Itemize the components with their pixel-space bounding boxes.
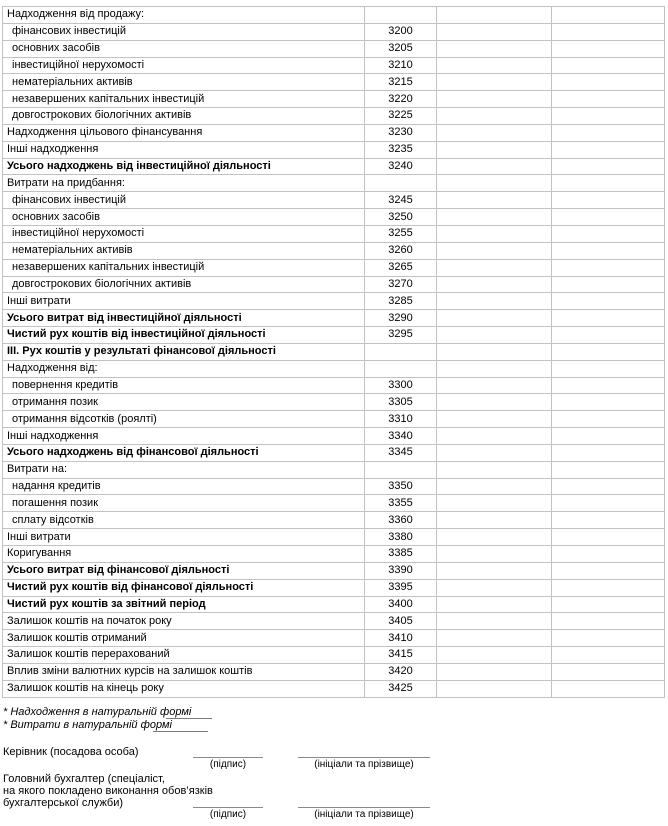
amount-cell-2 xyxy=(552,276,665,293)
amount-cell-2 xyxy=(552,293,665,310)
amount-cell-1 xyxy=(437,411,552,428)
table-row xyxy=(3,546,665,563)
row-code: 3255 xyxy=(365,225,437,242)
leader-label: Керівник (посадова особа) xyxy=(3,746,139,758)
row-code: 3265 xyxy=(365,259,437,276)
row-code: 3385 xyxy=(365,546,437,563)
row-label: сплату відсотків xyxy=(3,512,365,529)
amount-cell-1 xyxy=(437,225,552,242)
amount-cell-1 xyxy=(437,124,552,141)
row-label: Залишок коштів на кінець року xyxy=(3,680,365,697)
row-label: Чистий рух коштів від фінансової діяльності xyxy=(3,579,365,596)
row-code: 3340 xyxy=(365,428,437,445)
row-code: 3410 xyxy=(365,630,437,647)
amount-cell-1 xyxy=(437,444,552,461)
row-code: 3355 xyxy=(365,495,437,512)
amount-cell-1 xyxy=(437,562,552,579)
row-label: Залишок коштів отриманий xyxy=(3,630,365,647)
accountant-label-line-2: на якого покладено виконання обов’язків xyxy=(3,784,213,797)
amount-cell-2 xyxy=(552,175,665,192)
row-code: 3205 xyxy=(365,40,437,57)
amount-cell-2 xyxy=(552,124,665,141)
amount-cell-2 xyxy=(552,512,665,529)
amount-cell-1 xyxy=(437,680,552,697)
row-label: Надходження від продажу: xyxy=(3,7,365,24)
row-code: 3345 xyxy=(365,444,437,461)
amount-cell-1 xyxy=(437,276,552,293)
row-label: довгострокових біологічних активів xyxy=(3,276,365,293)
row-label: Усього витрат від інвестиційної діяльності xyxy=(3,310,365,327)
amount-cell-2 xyxy=(552,428,665,445)
row-label: Чистий рух коштів від інвестиційної діяльності xyxy=(3,327,365,344)
table-row xyxy=(3,192,665,209)
amount-cell-2 xyxy=(552,461,665,478)
table-row xyxy=(3,57,665,74)
cashflow-table xyxy=(2,6,665,698)
amount-cell-1 xyxy=(437,428,552,445)
amount-cell-2 xyxy=(552,630,665,647)
amount-cell-2 xyxy=(552,57,665,74)
row-code: 3240 xyxy=(365,158,437,175)
row-label: Інші надходження xyxy=(3,428,365,445)
amount-cell-2 xyxy=(552,108,665,125)
amount-cell-1 xyxy=(437,579,552,596)
row-code: 3245 xyxy=(365,192,437,209)
row-code: 3415 xyxy=(365,647,437,664)
row-label: Залишок коштів перерахований xyxy=(3,647,365,664)
amount-cell-1 xyxy=(437,40,552,57)
amount-cell-1 xyxy=(437,158,552,175)
table-row xyxy=(3,562,665,579)
amount-cell-2 xyxy=(552,91,665,108)
accountant-label-line-1: Головний бухгалтер (спеціаліст, xyxy=(3,773,165,785)
name-caption: (ініціали та прізвище) xyxy=(314,809,414,820)
row-label: отримання відсотків (роялті) xyxy=(3,411,365,428)
table-row xyxy=(3,23,665,40)
row-label: Коригування xyxy=(3,546,365,563)
amount-cell-2 xyxy=(552,141,665,158)
amount-cell-1 xyxy=(437,529,552,546)
accountant-label xyxy=(3,774,213,809)
row-label: Надходження від: xyxy=(3,360,365,377)
row-code: 3210 xyxy=(365,57,437,74)
amount-cell-2 xyxy=(552,360,665,377)
table-row xyxy=(3,175,665,192)
table-row xyxy=(3,529,665,546)
row-label: Витрати на придбання: xyxy=(3,175,365,192)
amount-cell-2 xyxy=(552,158,665,175)
amount-cell-2 xyxy=(552,209,665,226)
row-label: Усього надходжень від фінансової діяльності xyxy=(3,444,365,461)
amount-cell-1 xyxy=(437,343,552,360)
row-label: отримання позик xyxy=(3,394,365,411)
row-code: 3225 xyxy=(365,108,437,125)
footnote-expenses-in-kind: * Витрати в натуральній формі xyxy=(3,719,172,731)
signature-caption: (підпис) xyxy=(209,759,247,770)
row-label: незавершених капітальних інвестицій xyxy=(3,91,365,108)
footnote-blank-line-1 xyxy=(166,717,212,719)
amount-cell-2 xyxy=(552,394,665,411)
amount-cell-1 xyxy=(437,192,552,209)
amount-cell-1 xyxy=(437,546,552,563)
amount-cell-2 xyxy=(552,613,665,630)
table-row xyxy=(3,647,665,664)
row-code: 3300 xyxy=(365,377,437,394)
amount-cell-2 xyxy=(552,310,665,327)
table-row xyxy=(3,209,665,226)
amount-cell-2 xyxy=(552,647,665,664)
amount-cell-2 xyxy=(552,680,665,697)
row-label: незавершених капітальних інвестицій xyxy=(3,259,365,276)
row-code: 3215 xyxy=(365,74,437,91)
amount-cell-1 xyxy=(437,293,552,310)
table-row xyxy=(3,108,665,125)
amount-cell-2 xyxy=(552,495,665,512)
row-label: Надходження цільового фінансування xyxy=(3,124,365,141)
amount-cell-2 xyxy=(552,596,665,613)
row-label: нематеріальних активів xyxy=(3,74,365,91)
amount-cell-1 xyxy=(437,7,552,24)
row-label: Чистий рух коштів за звітний період xyxy=(3,596,365,613)
table-row xyxy=(3,495,665,512)
amount-cell-2 xyxy=(552,377,665,394)
row-code: 3380 xyxy=(365,529,437,546)
table-body xyxy=(3,7,665,698)
table-row xyxy=(3,360,665,377)
amount-cell-1 xyxy=(437,91,552,108)
amount-cell-2 xyxy=(552,23,665,40)
row-code: 3360 xyxy=(365,512,437,529)
row-code: 3200 xyxy=(365,23,437,40)
amount-cell-1 xyxy=(437,108,552,125)
amount-cell-1 xyxy=(437,663,552,680)
table-row xyxy=(3,40,665,57)
amount-cell-1 xyxy=(437,512,552,529)
signature-caption: (підпис) xyxy=(209,809,247,820)
footnote-blank-line-2 xyxy=(153,730,208,732)
amount-cell-1 xyxy=(437,360,552,377)
accountant-label-line-3: бухгалтерської служби) xyxy=(3,796,124,809)
amount-cell-1 xyxy=(437,259,552,276)
row-code xyxy=(365,360,437,377)
amount-cell-1 xyxy=(437,647,552,664)
table-row xyxy=(3,91,665,108)
row-code: 3270 xyxy=(365,276,437,293)
amount-cell-2 xyxy=(552,411,665,428)
row-code xyxy=(365,461,437,478)
table-row xyxy=(3,428,665,445)
amount-cell-1 xyxy=(437,613,552,630)
row-label: фінансових інвестицій xyxy=(3,23,365,40)
row-label: довгострокових біологічних активів xyxy=(3,108,365,125)
amount-cell-2 xyxy=(552,478,665,495)
row-label: інвестиційної нерухомості xyxy=(3,57,365,74)
row-label: Усього надходжень від інвестиційної діяльності xyxy=(3,158,365,175)
amount-cell-1 xyxy=(437,74,552,91)
row-label: Залишок коштів на початок року xyxy=(3,613,365,630)
amount-cell-2 xyxy=(552,225,665,242)
amount-cell-2 xyxy=(552,343,665,360)
row-code: 3405 xyxy=(365,613,437,630)
amount-cell-1 xyxy=(437,242,552,259)
row-code: 3295 xyxy=(365,327,437,344)
row-code: 3290 xyxy=(365,310,437,327)
row-label: повернення кредитів xyxy=(3,377,365,394)
table-row xyxy=(3,512,665,529)
row-label: III. Рух коштів у результаті фінансової діяльності xyxy=(3,343,365,360)
table-row xyxy=(3,276,665,293)
row-code: 3305 xyxy=(365,394,437,411)
row-code xyxy=(365,7,437,24)
row-code: 3400 xyxy=(365,596,437,613)
table-row xyxy=(3,310,665,327)
table-row xyxy=(3,596,665,613)
table-row xyxy=(3,377,665,394)
row-code: 3235 xyxy=(365,141,437,158)
amount-cell-1 xyxy=(437,141,552,158)
amount-cell-1 xyxy=(437,23,552,40)
row-label: основних засобів xyxy=(3,40,365,57)
row-code: 3260 xyxy=(365,242,437,259)
name-caption: (ініціали та прізвище) xyxy=(314,759,414,770)
table-row xyxy=(3,461,665,478)
amount-cell-2 xyxy=(552,546,665,563)
row-label: фінансових інвестицій xyxy=(3,192,365,209)
amount-cell-1 xyxy=(437,310,552,327)
table-row xyxy=(3,444,665,461)
amount-cell-2 xyxy=(552,327,665,344)
table-row xyxy=(3,225,665,242)
row-code: 3230 xyxy=(365,124,437,141)
row-label: Вплив зміни валютних курсів на залишок коштів xyxy=(3,663,365,680)
amount-cell-2 xyxy=(552,40,665,57)
table-row xyxy=(3,680,665,697)
amount-cell-1 xyxy=(437,209,552,226)
table-row xyxy=(3,630,665,647)
row-label: Інші надходження xyxy=(3,141,365,158)
row-code: 3250 xyxy=(365,209,437,226)
row-code: 3420 xyxy=(365,663,437,680)
table-row xyxy=(3,293,665,310)
table-row xyxy=(3,158,665,175)
amount-cell-2 xyxy=(552,74,665,91)
row-code: 3310 xyxy=(365,411,437,428)
footnote-receipts-in-kind: * Надходження в натуральній формі xyxy=(3,706,192,718)
row-code: 3390 xyxy=(365,562,437,579)
amount-cell-2 xyxy=(552,444,665,461)
amount-cell-2 xyxy=(552,259,665,276)
amount-cell-1 xyxy=(437,630,552,647)
table-row xyxy=(3,478,665,495)
amount-cell-1 xyxy=(437,175,552,192)
row-code xyxy=(365,343,437,360)
row-code: 3395 xyxy=(365,579,437,596)
row-code: 3220 xyxy=(365,91,437,108)
amount-cell-1 xyxy=(437,478,552,495)
row-label: Витрати на: xyxy=(3,461,365,478)
table-row xyxy=(3,343,665,360)
row-code xyxy=(365,175,437,192)
row-label: Інші витрати xyxy=(3,529,365,546)
table-row xyxy=(3,141,665,158)
table-row xyxy=(3,259,665,276)
amount-cell-1 xyxy=(437,394,552,411)
amount-cell-2 xyxy=(552,242,665,259)
row-label: Інші витрати xyxy=(3,293,365,310)
table-row xyxy=(3,242,665,259)
row-label: надання кредитів xyxy=(3,478,365,495)
amount-cell-1 xyxy=(437,377,552,394)
amount-cell-2 xyxy=(552,562,665,579)
amount-cell-1 xyxy=(437,461,552,478)
row-code: 3425 xyxy=(365,680,437,697)
row-label: інвестиційної нерухомості xyxy=(3,225,365,242)
table-row xyxy=(3,613,665,630)
amount-cell-2 xyxy=(552,579,665,596)
amount-cell-1 xyxy=(437,57,552,74)
amount-cell-1 xyxy=(437,327,552,344)
amount-cell-1 xyxy=(437,495,552,512)
table-row xyxy=(3,124,665,141)
row-label: погашення позик xyxy=(3,495,365,512)
row-code: 3350 xyxy=(365,478,437,495)
amount-cell-2 xyxy=(552,529,665,546)
row-label: основних засобів xyxy=(3,209,365,226)
amount-cell-1 xyxy=(437,596,552,613)
table-row xyxy=(3,7,665,24)
table-row xyxy=(3,394,665,411)
table-row xyxy=(3,579,665,596)
table-row xyxy=(3,663,665,680)
row-label: нематеріальних активів xyxy=(3,242,365,259)
amount-cell-2 xyxy=(552,192,665,209)
table-row xyxy=(3,327,665,344)
table-row xyxy=(3,411,665,428)
table-row xyxy=(3,74,665,91)
amount-cell-2 xyxy=(552,663,665,680)
amount-cell-2 xyxy=(552,7,665,24)
row-code: 3285 xyxy=(365,293,437,310)
row-label: Усього витрат від фінансової діяльності xyxy=(3,562,365,579)
